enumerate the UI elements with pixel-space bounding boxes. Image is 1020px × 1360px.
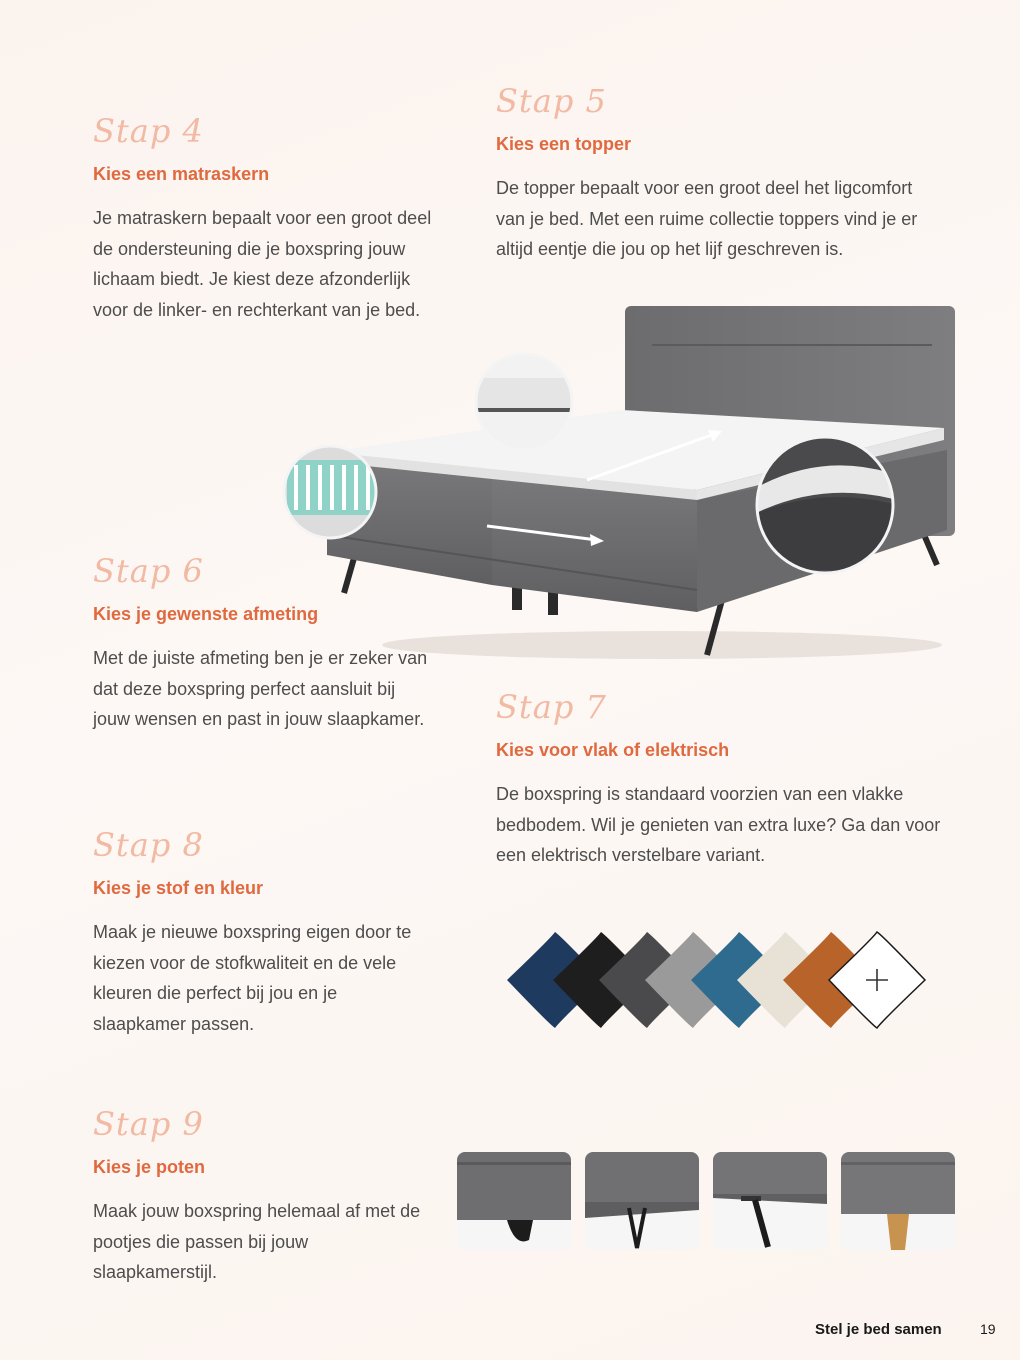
step-7-text: De boxspring is standaard voorzien van een vlakke bedbodem. Wil je genieten van extra luxe? Ga dan voor een elektrisch verstelbare variant.: [496, 784, 941, 865]
step-6-title: Kies je gewenste afmeting: [93, 604, 319, 624]
step-6-label: Stap 6: [93, 552, 204, 590]
step-5: [496, 82, 936, 265]
step-5-title: Kies een topper: [496, 134, 632, 154]
step-8-text: Maak je nieuwe boxspring eigen door te kiezen voor de stofkwaliteit en de vele kleuren die perfect bij jou en je slaapkamer passen.: [93, 922, 412, 1034]
leg-option-wooden[interactable]: [841, 1152, 955, 1250]
step-9-title: Kies je poten: [93, 1157, 206, 1177]
leg-option-black-curved[interactable]: [457, 1152, 571, 1250]
step-4-label: Stap 4: [93, 112, 204, 150]
page-number: 19: [980, 1321, 996, 1337]
step-5-label: Stap 5: [496, 82, 607, 120]
step-4: [93, 112, 433, 325]
step-4-title: Kies een matraskern: [93, 164, 270, 184]
step-6-text: Met de juiste afmeting ben je er zeker van dat deze boxspring perfect aansluit bij jouw wensen en past in jouw slaapkamer.: [93, 648, 428, 729]
step-8: [93, 826, 433, 1039]
leg-option-hairpin[interactable]: [585, 1152, 699, 1250]
step-9-label: Stap 9: [93, 1105, 204, 1143]
step-7-label: Stap 7: [496, 688, 607, 726]
step-4-text: Je matraskern bepaalt voor een groot deel de ondersteuning die je boxspring jouw lichaam biedt. Je kiest deze afzonderlijk voor de linker- en rechterkant van je bed.: [93, 208, 432, 320]
step-6: [93, 552, 433, 735]
step-9-text: Maak jouw boxspring helemaal af met de pootjes die passen bij jouw slaapkamerstijl.: [93, 1201, 421, 1282]
leg-option-black-angled[interactable]: [713, 1152, 827, 1250]
step-9: [93, 1105, 433, 1288]
fabric-swatches: [505, 925, 945, 1035]
step-8-title: Kies je stof en kleur: [93, 878, 264, 898]
footer-title: Stel je bed samen: [815, 1321, 942, 1338]
step-7-title: Kies voor vlak of elektrisch: [496, 740, 730, 760]
step-7: [496, 688, 956, 871]
step-5-text: De topper bepaalt voor een groot deel het ligcomfort van je bed. Met een ruime collectie toppers vind je er altijd eentje die jou op het lijf geschreven is.: [496, 178, 918, 259]
step-8-label: Stap 8: [93, 826, 204, 864]
